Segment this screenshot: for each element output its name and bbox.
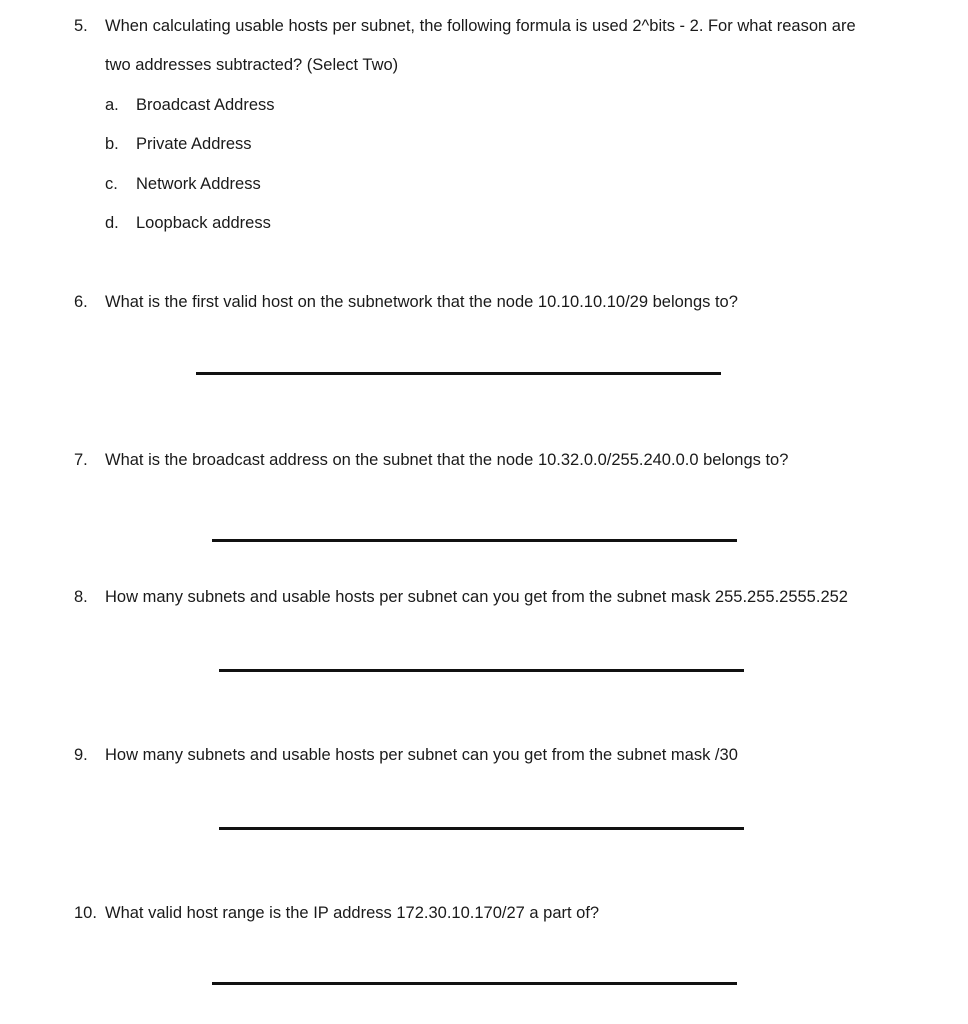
- answer-line-7[interactable]: [212, 539, 737, 542]
- option-letter: a.: [105, 96, 119, 114]
- question-number: 9.: [74, 746, 88, 764]
- option-letter: b.: [105, 135, 119, 153]
- answer-line-8[interactable]: [219, 669, 744, 672]
- option-text: Private Address: [136, 135, 252, 153]
- question-number: 8.: [74, 588, 88, 606]
- question-text: What is the broadcast address on the subnet that the node 10.32.0.0/255.240.0.0 belongs to?: [105, 451, 789, 469]
- option-letter: c.: [105, 175, 118, 193]
- option-text: Broadcast Address: [136, 96, 275, 114]
- option-text: Network Address: [136, 175, 261, 193]
- answer-line-6[interactable]: [196, 372, 721, 375]
- question-text: How many subnets and usable hosts per subnet can you get from the subnet mask /30: [105, 746, 738, 764]
- question-number: 6.: [74, 293, 88, 311]
- question-number: 7.: [74, 451, 88, 469]
- question-text: What valid host range is the IP address 172.30.10.170/27 a part of?: [105, 904, 600, 922]
- question-text: When calculating usable hosts per subnet, the following formula is used 2^bits - 2. For what reason are: [105, 17, 856, 35]
- question-text-continued: two addresses subtracted? (Select Two): [105, 56, 399, 74]
- question-text: How many subnets and usable hosts per subnet can you get from the subnet mask 255.255.2555.252: [105, 588, 848, 606]
- answer-line-9[interactable]: [219, 827, 744, 830]
- option-letter: d.: [105, 214, 119, 232]
- question-text: What is the first valid host on the subnetwork that the node 10.10.10.10/29 belongs to?: [105, 293, 738, 311]
- question-number: 10.: [74, 904, 97, 922]
- question-number: 5.: [74, 17, 88, 35]
- answer-line-10[interactable]: [212, 982, 737, 985]
- option-text: Loopback address: [136, 214, 271, 232]
